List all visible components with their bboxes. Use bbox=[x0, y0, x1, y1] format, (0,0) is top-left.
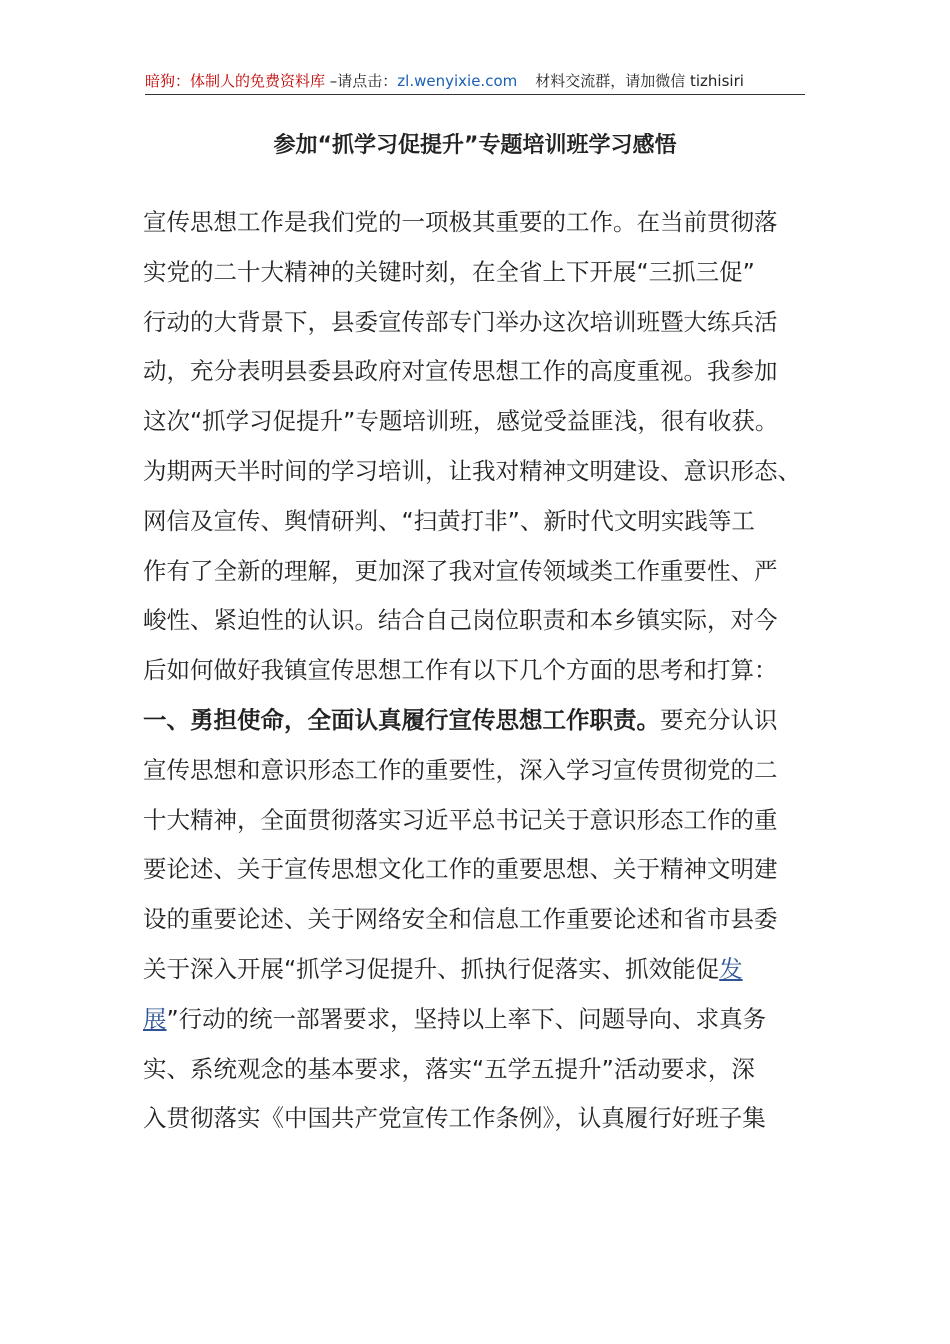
body-line-with-link bbox=[143, 995, 803, 1045]
section-heading-continuation: 要充分认识 bbox=[660, 705, 778, 734]
body-line-text: ”行动的统一部署要求，坚持以上率下、问题导向、求真务 bbox=[166, 1004, 767, 1033]
body-line: 实党的二十大精神的关键时刻，在全省上下开展“三抓三促” bbox=[143, 257, 755, 286]
body-line: 峻性、紧迫性的认识。结合自己岗位职责和本乡镇实际，对今 bbox=[143, 606, 778, 635]
body-line-with-link bbox=[143, 945, 803, 995]
body-line: 宣传思想工作是我们党的一项极其重要的工作。在当前贯彻落 bbox=[143, 208, 778, 236]
body-line: 网信及宣传、舆情研判、“扫黄打非”、新时代文明实践等工 bbox=[143, 506, 755, 535]
body-line: 行动的大背景下，县委宣传部专门举办这次培训班暨大练兵活 bbox=[143, 307, 778, 336]
body-line: 后如何做好我镇宣传思想工作有以下几个方面的思考和打算： bbox=[143, 656, 778, 685]
header-click-prompt: –请点击： bbox=[325, 72, 398, 90]
section-heading: 一、勇担使命，全面认真履行宣传思想工作职责。 bbox=[143, 705, 660, 734]
document-title: 参加“抓学习促提升”专题培训班学习感悟 bbox=[273, 133, 677, 158]
body-line: 入贯彻落实《中国共产党宣传工作条例》，认真履行好班子集 bbox=[143, 1104, 766, 1133]
document-body bbox=[143, 198, 803, 1144]
page-header bbox=[145, 68, 805, 95]
body-line: 宣传思想和意识形态工作的重要性，深入学习宣传贯彻党的二 bbox=[143, 755, 778, 784]
body-line: 这次“抓学习促提升”专题培训班，感觉受益匪浅，很有收获。 bbox=[143, 407, 779, 436]
body-line: 作有了全新的理解，更加深了我对宣传领域类工作重要性、严 bbox=[143, 556, 778, 585]
body-line: 设的重要论述、关于网络安全和信息工作重要论述和省市县委 bbox=[143, 905, 778, 934]
section-heading-line bbox=[143, 696, 803, 746]
body-line: 为期两天半时间的学习培训，让我对精神文明建设、意识形态、 bbox=[143, 456, 801, 485]
body-line: 实、系统观念的基本要求，落实“五学五提升”活动要求，深 bbox=[143, 1054, 755, 1083]
header-wechat-note: 材料交流群，请加微信 tizhisiri bbox=[535, 72, 744, 90]
inline-link-part1[interactable]: 发 bbox=[719, 954, 743, 983]
body-line: 要论述、关于宣传思想文化工作的重要思想、关于精神文明建 bbox=[143, 855, 778, 884]
header-brand: 暗狗：体制人的免费资料库 bbox=[145, 72, 326, 90]
inline-link-part2[interactable]: 展 bbox=[143, 1004, 167, 1033]
body-line-text: 关于深入开展“抓学习促提升、抓执行促落实、抓效能促 bbox=[143, 954, 720, 983]
body-line: 动，充分表明县委县政府对宣传思想工作的高度重视。我参加 bbox=[143, 357, 778, 386]
header-url-link[interactable]: zl.wenyixie.com bbox=[397, 72, 518, 90]
body-line: 十大精神，全面贯彻落实习近平总书记关于意识形态工作的重 bbox=[143, 805, 778, 834]
